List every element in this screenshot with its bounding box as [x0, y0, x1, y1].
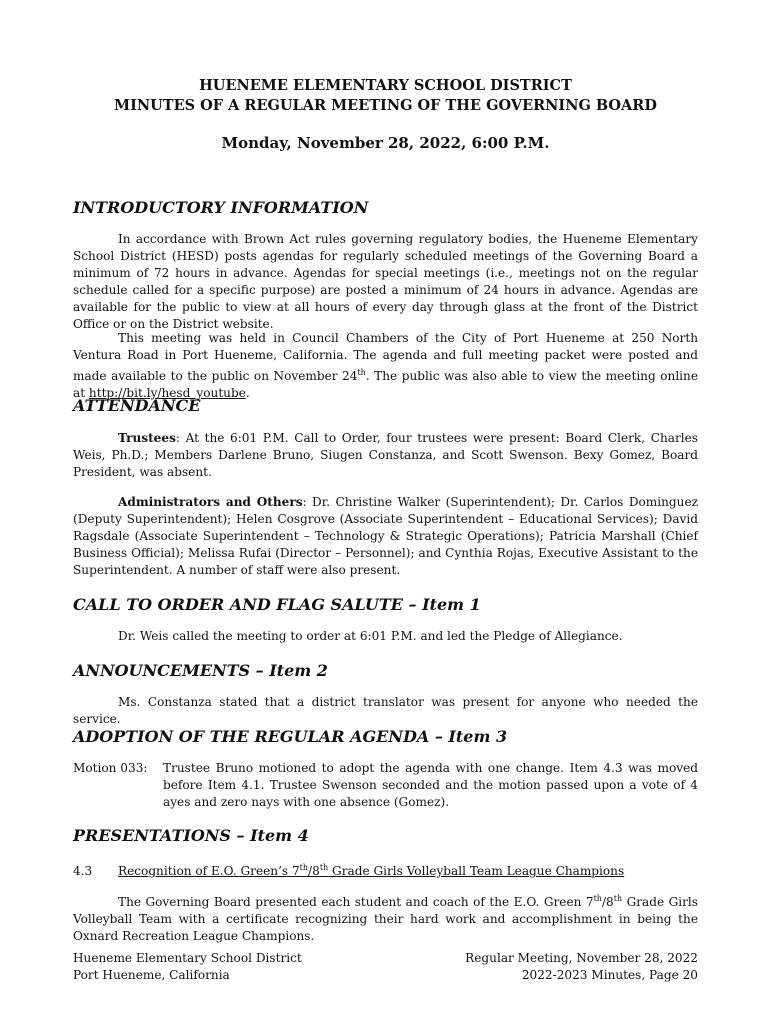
- section-title-adoption: ADOPTION OF THE REGULAR AGENDA – Item 3: [73, 727, 508, 746]
- footer-page-number: 2022-2023 Minutes, Page 20: [521, 968, 698, 982]
- announcements-text: Ms. Constanza stated that a district translator was present for anyone who needed the service.: [73, 695, 698, 726]
- subitem-heading: [73, 859, 624, 880]
- subitem-number: 4.3: [73, 864, 93, 879]
- trustees-text: : At the 6:01 P.M. Call to Order, four trustees were present: Board Clerk, Charles Weis, Ph.D.; Members Darlene Bruno, Siugen Constanza, and Scott Swenson. Bexy Gomez, Board President, was absent.: [73, 431, 698, 479]
- presentation-text-b: /8: [601, 895, 614, 910]
- footer-right: [465, 950, 698, 984]
- section-title-announcements: ANNOUNCEMENTS – Item 2: [73, 661, 328, 680]
- presentation-sup-2: th: [613, 894, 623, 903]
- presentation-text-c: Grade Girls Volleyball Team with a certificate recognizing their hard work and accomplishment in being the Oxnard Recreation League Champions.: [73, 895, 699, 944]
- administrators-paragraph: [73, 494, 698, 579]
- subitem-title-b: /8: [308, 864, 320, 879]
- trustees-paragraph: [73, 430, 698, 481]
- intro-p2-text-c: .: [245, 386, 250, 401]
- section-title-presentations: PRESENTATIONS – Item 4: [73, 826, 309, 845]
- intro-paragraph-2: [73, 330, 698, 402]
- footer-district-name: Hueneme Elementary School District: [73, 951, 302, 965]
- presentation-text-a: The Governing Board presented each student and coach of the E.O. Green 7: [118, 895, 594, 910]
- subitem-sup-1: th: [299, 863, 309, 872]
- section-title-introductory: INTRODUCTORY INFORMATION: [73, 198, 369, 217]
- subitem-title-c: Grade Girls Volleyball Team League Champions: [328, 864, 625, 879]
- minutes-title-heading: MINUTES OF A REGULAR MEETING OF THE GOVERNING BOARD: [114, 97, 657, 114]
- administrators-label: Administrators and Others: [118, 495, 303, 509]
- intro-paragraph-1: In accordance with Brown Act rules governing regulatory bodies, the Hueneme Elementary School District (HESD) posts agendas for regularly scheduled meetings of the Governing Board a minimum of 72 hours in advance. Agendas for special meetings (i.e., meetings not on the regular schedule called for a specific purpose) are posted a minimum of 24 hours in advance. Agendas are available for the public to view at all hours of every day through glass at the front of the District Office or on the District website.: [73, 232, 698, 331]
- footer-location: Port Hueneme, California: [73, 968, 230, 982]
- intro-p2-text-a: This meeting was held in Council Chambers of the City of Port Hueneme at 250 North Ventura Road in Port Hueneme, California. The agenda and full meeting packet were posted and made available to the public on November 24: [73, 331, 698, 384]
- trustees-label: Trustees: [118, 431, 176, 445]
- section-title-call-to-order: CALL TO ORDER AND FLAG SALUTE – Item 1: [73, 595, 481, 614]
- document-page: [73, 0, 698, 1024]
- meeting-date-heading: Monday, November 28, 2022, 6:00 P.M.: [221, 134, 550, 152]
- presentation-sup-1: th: [593, 894, 602, 903]
- motion-text: Trustee Bruno motioned to adopt the agenda with one change. Item 4.3 was moved before Item 4.1. Trustee Swenson seconded and the motion passed upon a vote of 4 ayes and zero nays with one absence (Gomez).: [163, 761, 698, 809]
- administrators-text: : Dr. Christine Walker (Superintendent); Dr. Carlos Dominguez (Deputy Superintendent); Helen Cosgrove (Associate Superintendent – Educational Services); David Ragsdale (Associate Superintendent – Technology & Strategic Operations); Patricia Marshall (Chief Business Official); Melissa Rufai (Director – Personnel); and Cynthia Rojas, Executive Assistant to the Superintendent. A number of staff were also present.: [73, 495, 698, 577]
- district-name-heading: HUENEME ELEMENTARY SCHOOL DISTRICT: [199, 77, 572, 94]
- footer-left: [73, 950, 302, 984]
- intro-p2-superscript: th: [357, 368, 366, 377]
- footer-meeting-info: Regular Meeting, November 28, 2022: [465, 951, 698, 965]
- subitem-sup-2: th: [319, 863, 329, 872]
- motion-label: Motion 033:: [73, 761, 148, 775]
- call-to-order-text: Dr. Weis called the meeting to order at 6:01 P.M. and led the Pledge of Allegiance.: [118, 629, 623, 643]
- intro-p2-text-b: . The public was also able to view the meeting online at: [73, 369, 698, 401]
- youtube-link[interactable]: http://bit.ly/hesd_youtube: [88, 386, 246, 401]
- presentation-paragraph: [73, 890, 698, 945]
- section-title-attendance: ATTENDANCE: [73, 396, 201, 415]
- subitem-title-a: Recognition of E.O. Green’s 7: [118, 864, 300, 879]
